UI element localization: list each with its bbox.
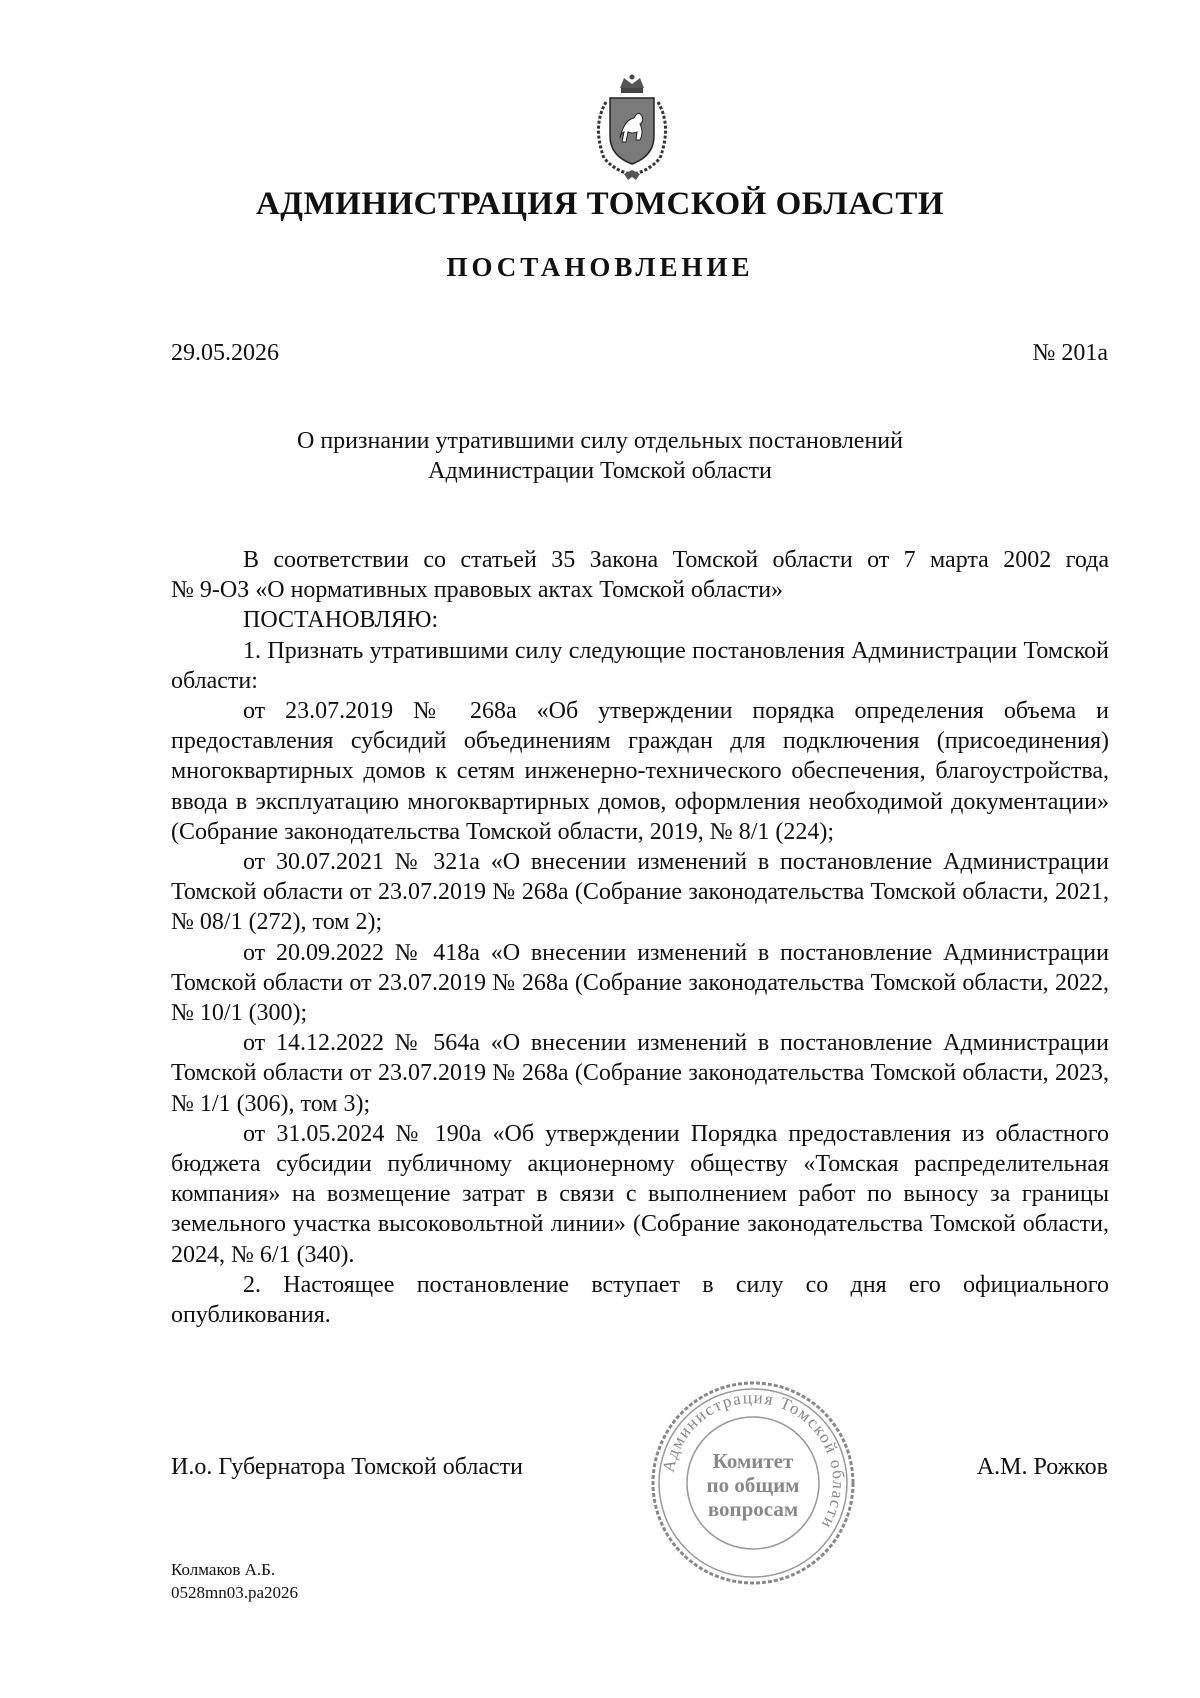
repealed-act-3: от 20.09.2022 № 418а «О внесении изменений в постановление Администрации Томской области от 23.07.2019 № 268а (Собрание законодательства Томской области, 2022, № 10/1 (300); [171,939,1109,1027]
repealed-act-1: от 23.07.2019 № 268а «Об утверждении порядка определения объема и предоставления субсидий объединениям граждан для подключения (присоединения) многоквартирных домов к сетям инженерно-технического обеспечения, благоустройства, ввода в эксплуатацию многоквартирных домов, оформления необходимой документации» (Собрание законодательства Томской области, 2019, № 8/1 (224); [171,698,1109,845]
repealed-act-5: от 31.05.2024 № 190а «Об утверждении Порядка предоставления из областного бюджета субсидии публичному акционерному обществу «Томская распределительная компания» на возмещение затрат в связи с выполнением работ по выносу за границы земельного участка высоковольтной линии» (Собрание законодательства Томской области, 2024, № 6/1 (340). [171,1120,1109,1268]
stamp-line-1: Комитет [712,1449,794,1473]
tomsk-oblast-coat-of-arms-icon [580,74,684,184]
executor-info [171,1558,298,1604]
preamble-line-1: В соответствии со статьей 35 Закона Томской области от 7 марта 2002 года [243,547,1109,573]
official-stamp [648,1378,858,1588]
stamp-ring-text: Администрация Томской области [658,1387,849,1533]
stamp-line-3: вопросам [707,1497,799,1521]
preamble-line-2: № 9-ОЗ «О нормативных правовых актах Томской области» [171,577,784,604]
signatory-name: А.М. Рожков [976,1454,1108,1480]
repealed-act-4: от 14.12.2022 № 564а «О внесении изменений в постановление Администрации Томской области от 23.07.2019 № 268а (Собрание законодательства Томской области, 2023, № 1/1 (306), том 3); [171,1030,1109,1117]
executor-name: Колмаков А.Б. [171,1560,276,1579]
document-number: № 201а [1032,340,1108,366]
item-2: 2. Настоящее постановление вступает в силу со дня его официального опубликования. [171,1271,1109,1329]
document-code: 0528mn03.pa2026 [171,1583,299,1602]
repealed-act-2: от 30.07.2021 № 321а «О внесении изменений в постановление Администрации Томской области от 23.07.2019 № 268а (Собрание законодательства Томской области, 2021, № 08/1 (272), том 2); [171,849,1109,936]
decree-word: ПОСТАНОВЛЯЮ: [243,607,439,634]
subject-line-1: О признании утратившими силу отдельных постановлений [297,428,903,454]
stamp-line-2: по общим [706,1473,800,1497]
document-date: 29.05.2026 [171,340,279,366]
subject-line-2: Администрации Томской области [428,458,772,484]
organization-title: АДМИНИСТРАЦИЯ ТОМСКОЙ ОБЛАСТИ [255,186,945,222]
document-subject [0,426,1200,486]
signatory-position: И.о. Губернатора Томской области [171,1454,523,1480]
item-1: 1. Признать утратившими силу следующие постановления Администрации Томской области: [171,637,1109,694]
document-body [171,545,1109,1330]
document-type: ПОСТАНОВЛЕНИЕ [446,252,754,282]
